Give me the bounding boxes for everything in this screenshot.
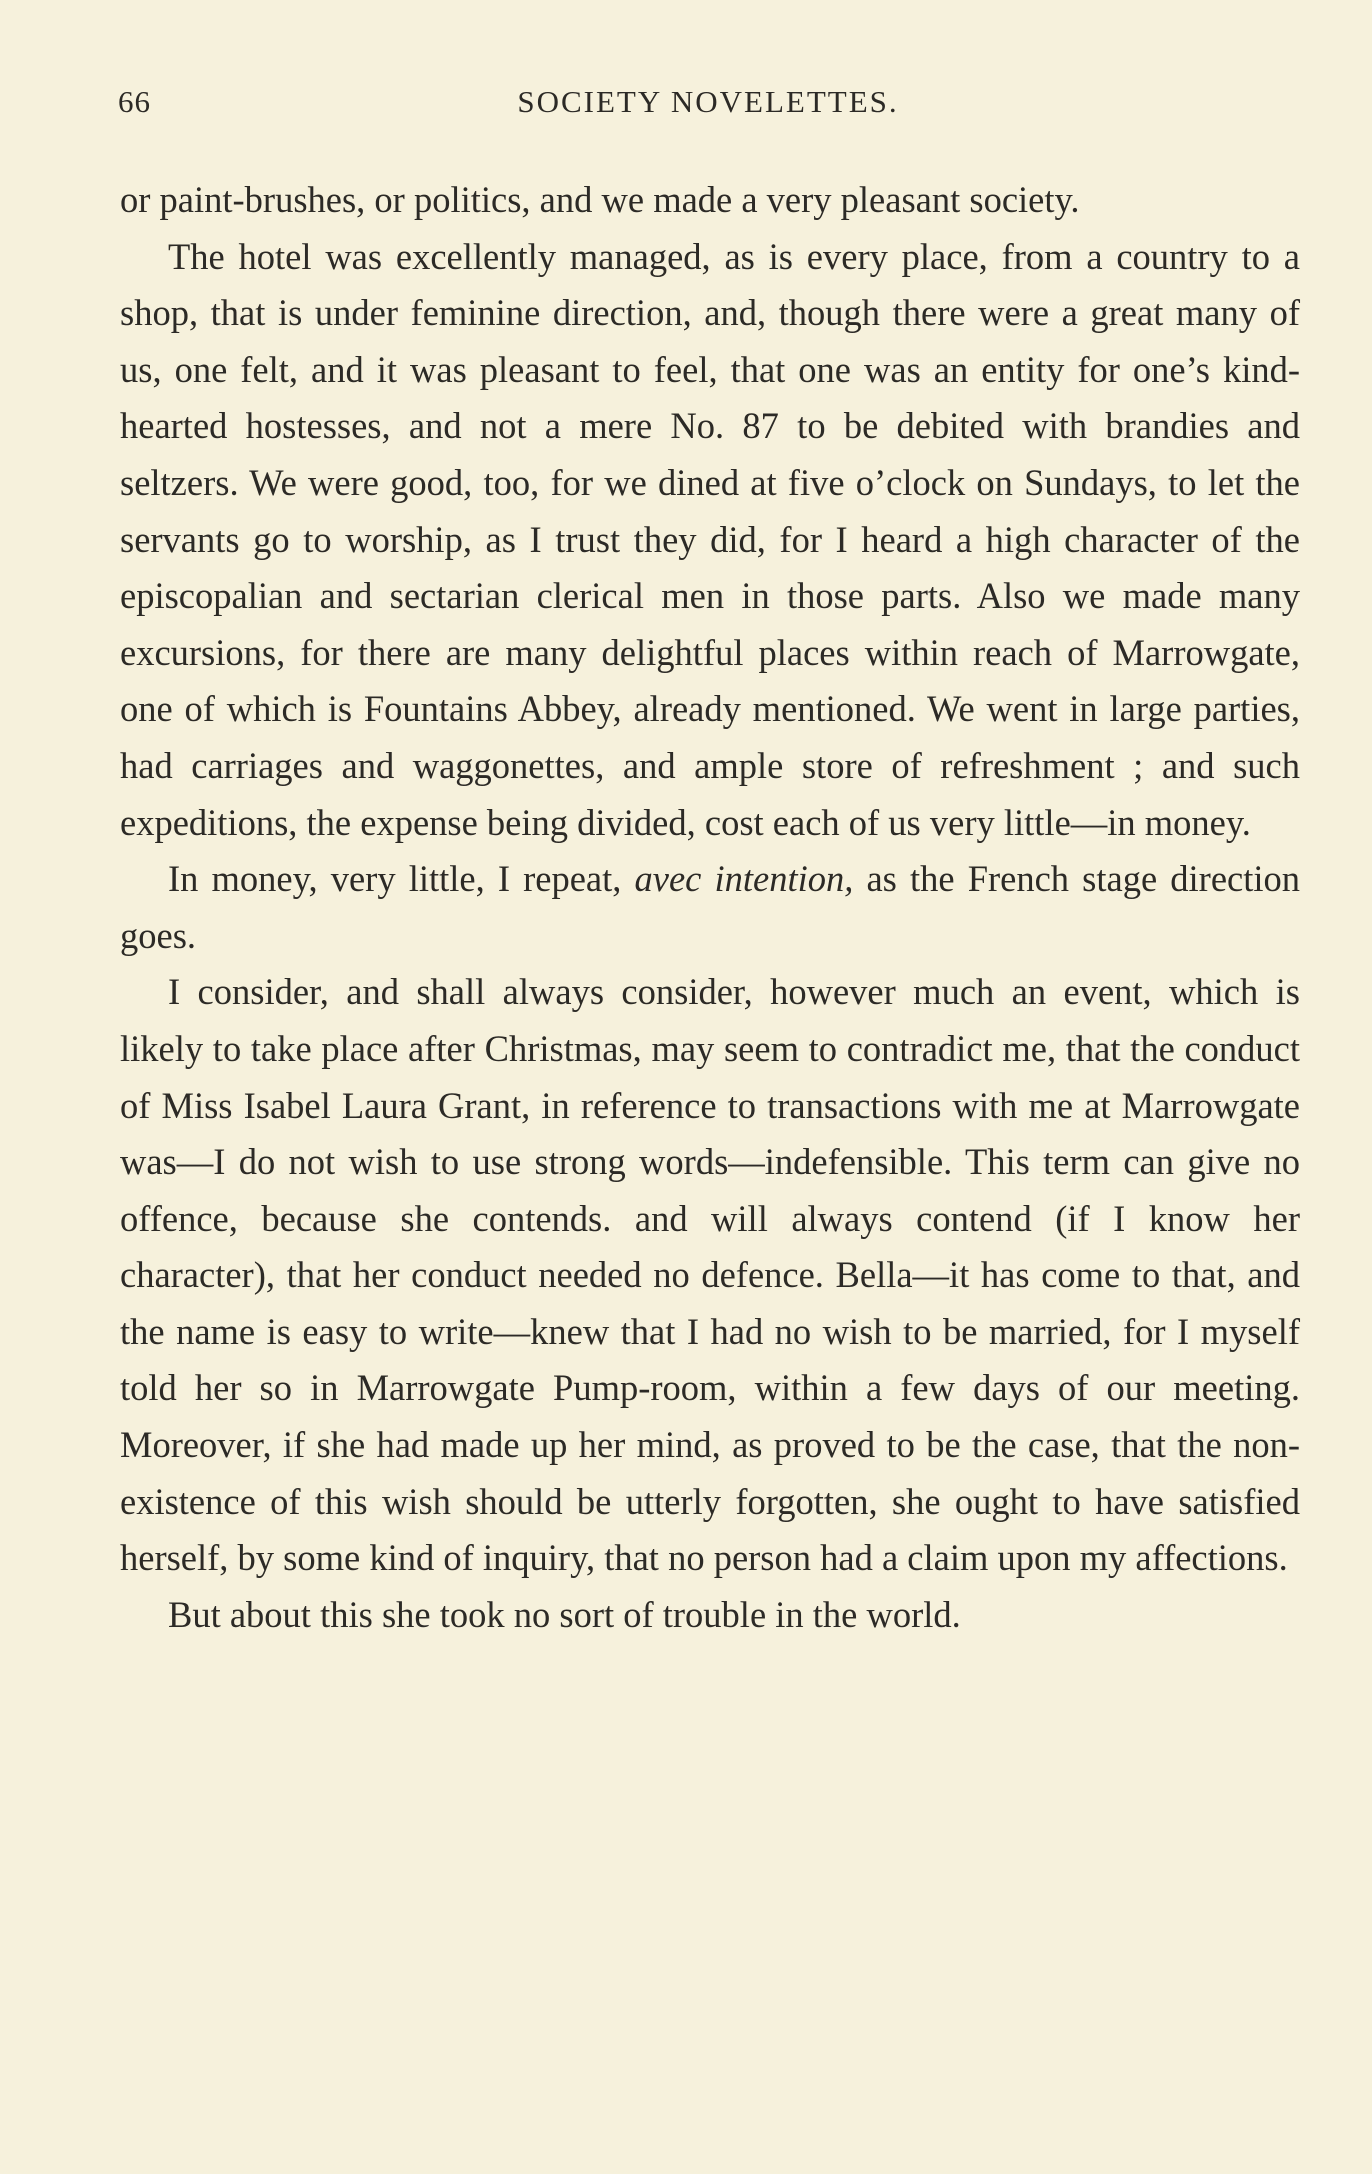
paragraph-continued: or paint-brushes, or politics, and we made a very pleasant society. — [120, 179, 1080, 220]
page-number: 66 — [118, 84, 151, 119]
running-title: SOCIETY NOVELETTES. — [517, 84, 899, 119]
paragraph-i-consider: I consider, and shall always consider, however much an event, which is likely to take place after Christmas, may seem to contradict me, that the conduct of Miss Isabel Laura Grant, in reference to transactions with me at Marrowgate was—I do not wish to use strong words—indefensible. This term can give no offence, because she contends. and will always contend (if I know her character), that her conduct needed no defence. Bella—it has come to that, and the name is easy to write—knew that I had no wish to be married, for I myself told her so in Marrowgate Pump-room, within a few days of our meeting. Moreover, if she had made up her mind, as proved to be the case, that the non-existence of this wish should be utterly forgotten, she ought to have satisfied herself, by some kind of inquiry, that no person had a claim upon my affections. — [120, 971, 1300, 1579]
running-head — [118, 84, 1298, 134]
italic-phrase: avec intention, — [634, 858, 854, 900]
body-text — [120, 172, 1300, 1643]
paragraph-in-money — [120, 851, 1300, 964]
paragraph-hotel: The hotel was excellently managed, as is every place, from a country to a shop, that is under feminine direction, and, though there were a great many of us, one felt, and it was pleasant to feel, that one was an entity for one’s kind-hearted hostesses, and not a mere No. 87 to be debited with brandies and seltzers. We were good, too, for we dined at five o’clock on Sundays, to let the servants go to worship, as I trust they did, for I heard a high character of the episcopalian and sectarian clerical men in those parts. Also we made many excursions, for there are many delightful places within reach of Marrowgate, one of which is Fountains Abbey, already mentioned. We went in large parties, had carriages and waggonettes, and ample store of refreshment ; and such expeditions, the expense being divided, cost each of us very little—in money. — [120, 235, 1300, 843]
paragraph-but-about: But about this she took no sort of trouble in the world. — [168, 1593, 961, 1635]
paragraph-in-money-end: as the French stage direction goes. — [120, 858, 1301, 956]
paragraph-in-money-start: In money, very little, I repeat, — [168, 858, 635, 900]
